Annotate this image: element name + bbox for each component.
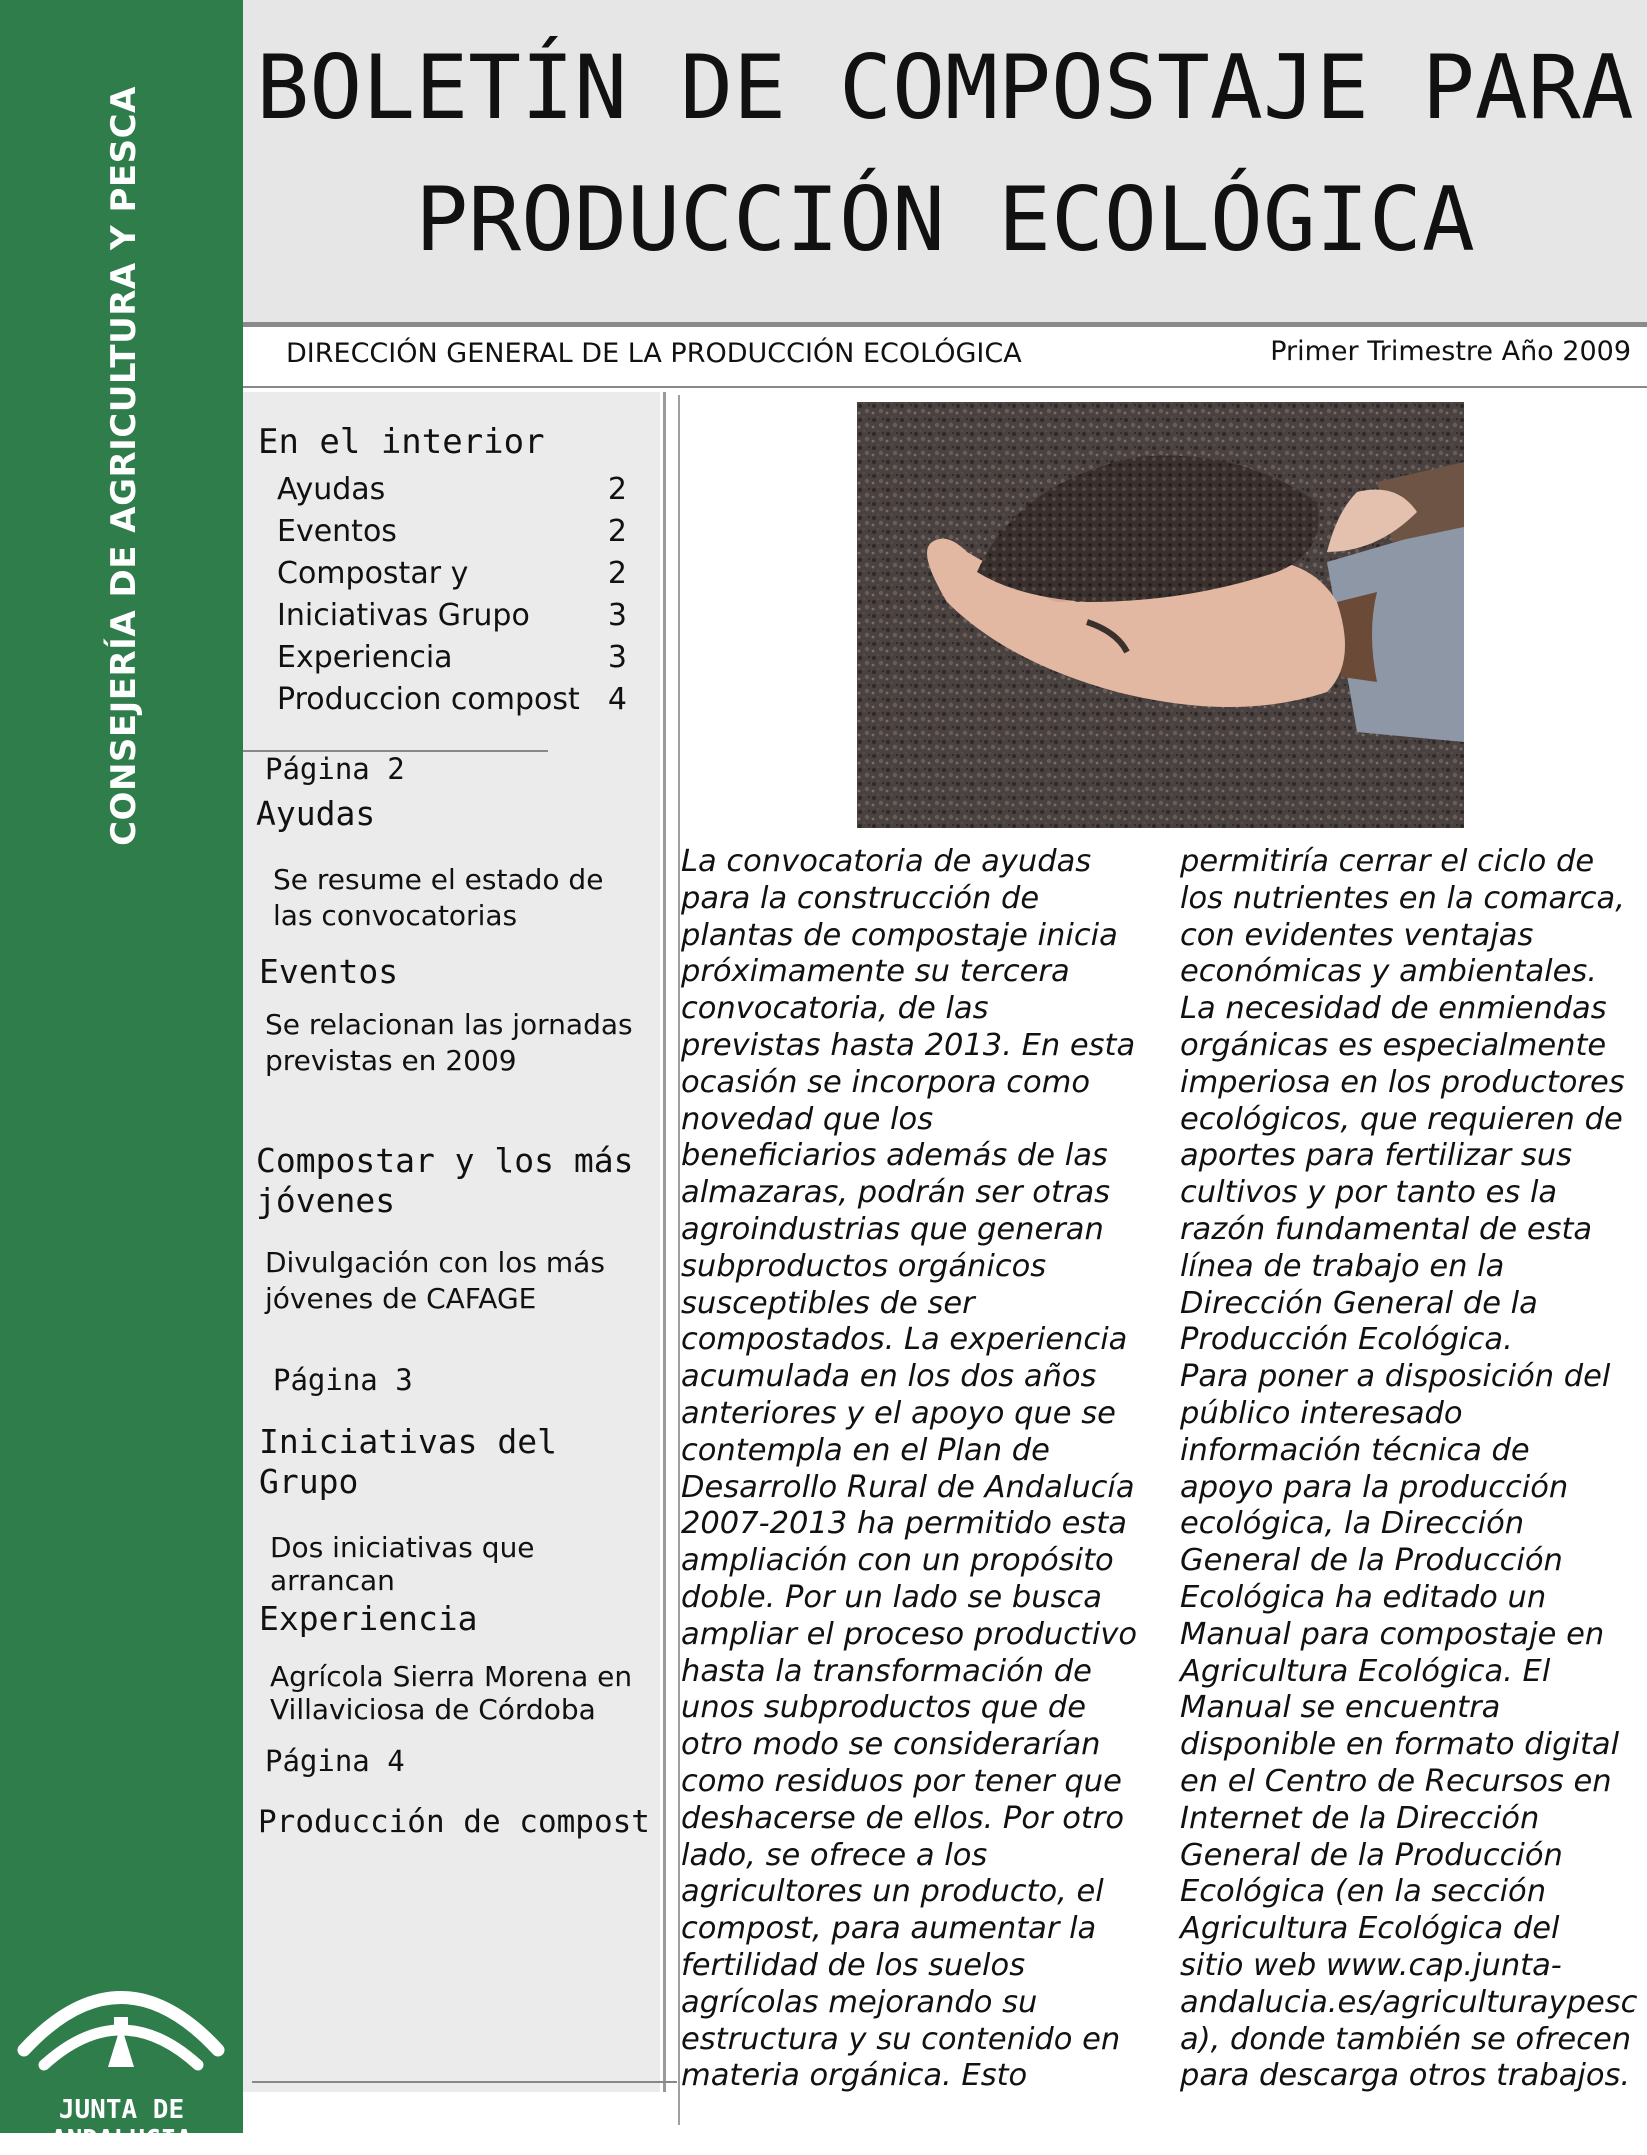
title-line-1: BOLETÍN DE COMPOSTAJE PARA xyxy=(256,36,1634,139)
green-sidebar xyxy=(0,0,243,2155)
page-2-label: Página 2 xyxy=(265,752,405,786)
toc-item-page: 2 xyxy=(607,514,627,549)
title-line-2: PRODUCCIÓN ECOLÓGICA xyxy=(415,168,1475,271)
ayudas-heading: Ayudas xyxy=(256,794,376,833)
toc-item-page: 2 xyxy=(607,472,627,507)
toc-item-label: Produccion compost xyxy=(277,682,580,717)
toc-item-produccion[interactable] xyxy=(277,682,627,717)
toc-item-iniciativas[interactable] xyxy=(277,598,627,633)
header-divider xyxy=(243,322,1647,327)
masthead xyxy=(243,0,1647,322)
eventos-heading: Eventos xyxy=(259,952,399,991)
toc-item-label: Ayudas xyxy=(277,472,386,507)
toc-item-compostar[interactable] xyxy=(277,556,627,591)
column-rule xyxy=(663,392,666,2092)
article-column-1: La convocatoria de ayudas para la construcción de plantas de compostaje inicia próximamente su tercera convocatoria, de las previstas hasta 2013. En esta ocasión se incorpora como novedad que los beneficiarios además de las almazaras, podrán ser otras agroindustrias que generan subproductos orgánicos susceptibles de ser compostados. La experiencia acumulada en los dos años anteriores y el apoyo que se contempla en el Plan de Desarrollo Rural de Andalucía 2007-2013 ha permitido esta ampliación con un propósito doble. Por un lado se busca ampliar el proceso productivo hasta la transformación de unos subproductos que de otro modo se considerarían como residuos por tener que deshacerse de ellos. Por otro lado, se ofrece a los agricultores un producto, el compost, para aumentar la fertilidad de los suelos agrícolas mejorando su estructura y su contenido en materia orgánica. Esto xyxy=(681,844,1138,2094)
toc-item-eventos[interactable] xyxy=(277,514,627,549)
compostar-summary: Divulgación con los más jóvenes de CAFAGE xyxy=(265,1246,605,1315)
experiencia-heading: Experiencia xyxy=(259,1599,478,1638)
eventos-summary: Se relacionan las jornadas previstas en 2009 xyxy=(265,1008,633,1077)
bottom-rule xyxy=(252,2081,677,2083)
toc-item-page: 4 xyxy=(607,682,627,717)
toc-item-experiencia[interactable] xyxy=(277,640,627,675)
article-rule xyxy=(678,395,680,2125)
logo-arcs-icon xyxy=(14,1955,229,2095)
iniciativas-heading: Iniciativas del Grupo xyxy=(259,1422,558,1501)
toc-item-ayudas[interactable] xyxy=(277,472,627,507)
compostar-heading: Compostar y los más jóvenes xyxy=(256,1141,634,1220)
produccion-heading: Producción de compost xyxy=(258,1804,650,1840)
vertical-department-title: CONSEJERÍA DE AGRICULTURA Y PESCA xyxy=(104,86,144,846)
toc-item-page: 3 xyxy=(607,640,627,675)
ayudas-summary: Se resume el estado de las convocatorias xyxy=(273,863,604,932)
toc-heading: En el interior xyxy=(258,422,545,462)
article-column-2: permitiría cerrar el ciclo de los nutrientes en la comarca, con evidentes ventajas económicas y ambientales. La necesidad de enmiendas orgánicas es especialmente imperiosa en los productores ecológicos, que requieren de aportes para fertilizar sus cultivos y por tanto es la razón fundamental de esta línea de trabajo en la Dirección General de la Producción Ecológica. Para poner a disposición del público interesado información técnica de apoyo para la producción ecológica, la Dirección General de la Producción Ecológica ha editado un Manual para compostaje en Agricultura Ecológica. El Manual se encuentra disponible en formato digital en el Centro de Recursos en Internet de la Dirección General de la Producción Ecológica (en la sección Agricultura Ecológica del sitio web www.cap.junta- andalucia.es/agriculturaypesc a), donde también se ofrecen para descarga otros trabajos. xyxy=(1180,844,1638,2094)
compost-hands-illustration xyxy=(857,402,1464,828)
toc-item-label: Experiencia xyxy=(277,640,453,675)
subtitle-divider xyxy=(243,386,1647,388)
publisher-subtitle: DIRECCIÓN GENERAL DE LA PRODUCCIÓN ECOLÓGICA xyxy=(286,338,1022,369)
junta-andalucia-logo xyxy=(14,1955,229,2155)
experiencia-summary: Agrícola Sierra Morena en Villaviciosa de Córdoba xyxy=(270,1660,633,1726)
logo-text: JUNTA DE ANDALUCIA xyxy=(51,2095,192,2155)
toc-item-page: 2 xyxy=(607,556,627,591)
toc-item-label: Compostar y xyxy=(277,556,469,591)
issue-period: Primer Trimestre Año 2009 xyxy=(1270,336,1631,367)
toc-item-page: 3 xyxy=(607,598,627,633)
toc-item-label: Eventos xyxy=(277,514,397,549)
bulletin-title xyxy=(243,22,1647,286)
page-3-label: Página 3 xyxy=(273,1363,413,1397)
compost-hands-photo xyxy=(857,402,1464,828)
iniciativas-summary: Dos iniciativas que arrancan xyxy=(270,1531,535,1597)
toc-item-label: Iniciativas Grupo xyxy=(277,598,530,633)
page-4-label: Página 4 xyxy=(265,1744,405,1778)
